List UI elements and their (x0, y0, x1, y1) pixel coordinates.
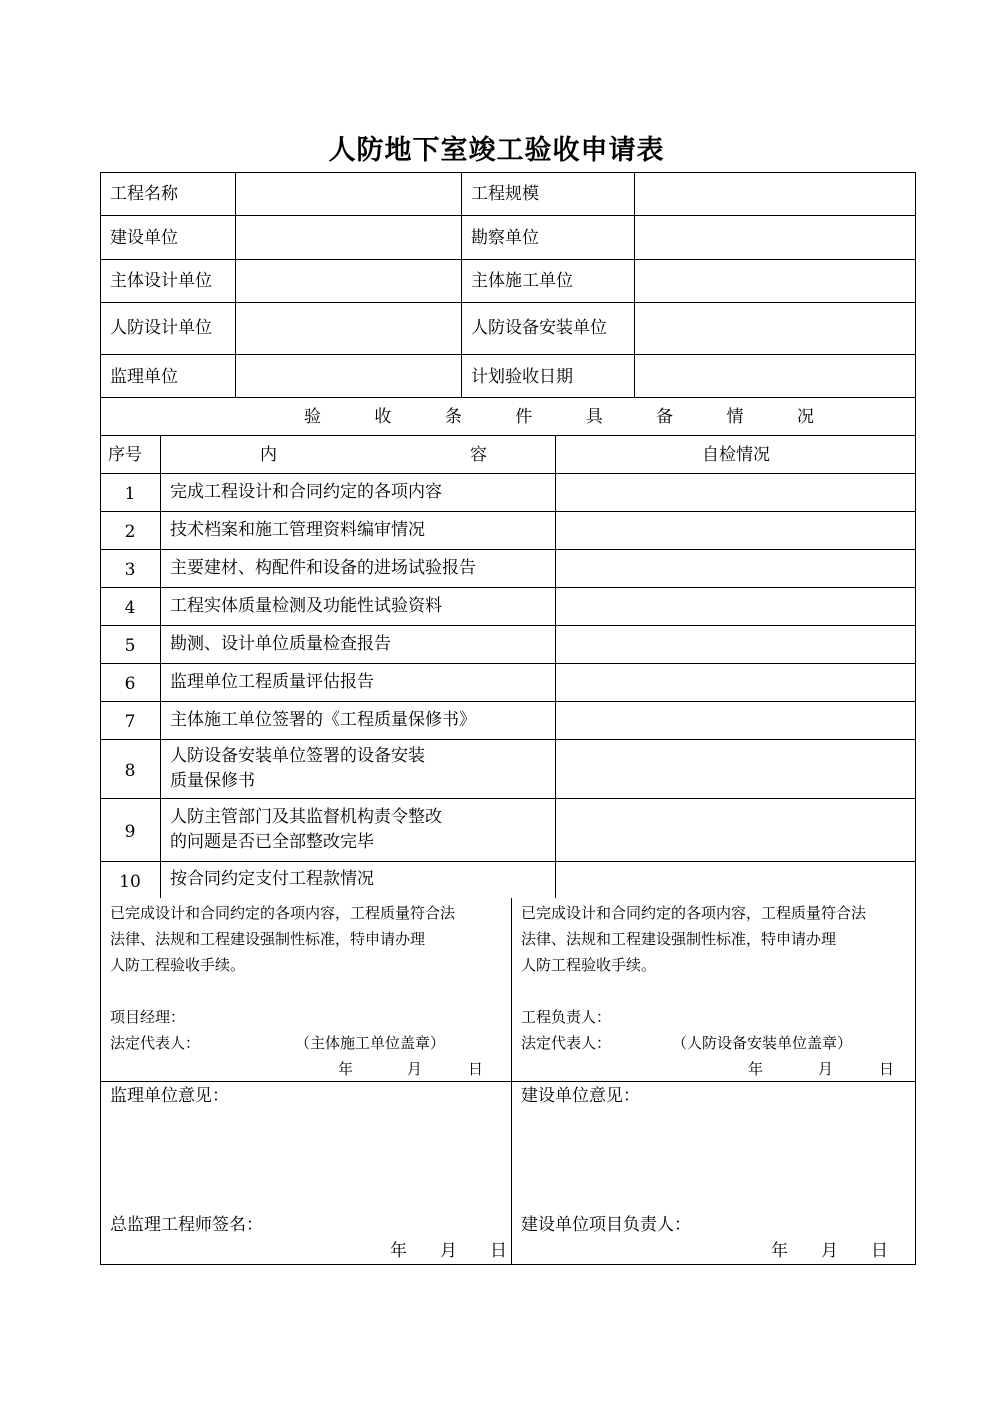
decl-left-stamp: （主体施工单位盖章） (295, 1034, 446, 1052)
label-survey-unit: 勘察单位 (471, 228, 539, 248)
item-number: 4 (124, 598, 136, 618)
application-form (100, 172, 916, 1265)
label-project-name: 工程名称 (110, 184, 178, 204)
decl-right-date-day: 日 (879, 1060, 895, 1078)
label-civil-defense-design-unit: 人防设计单位 (110, 318, 212, 338)
col-line (160, 435, 161, 898)
label-supervision-unit: 监理单位 (110, 367, 178, 387)
item-content: 勘测、设计单位质量检查报告 (170, 634, 391, 654)
decl-left-sign-legal: 法定代表人： (110, 1034, 201, 1052)
row-line (100, 215, 916, 216)
decl-right-line-1: 已完成设计和合同约定的各项内容，工程质量符合法 (521, 904, 867, 922)
item-number: 2 (124, 522, 136, 542)
row-line (100, 625, 916, 626)
item-number: 9 (124, 822, 136, 842)
item-content: 人防设备安装单位签署的设备安装 (170, 746, 425, 766)
row-line (100, 354, 916, 355)
item-content: 人防主管部门及其监督机构责令整改 (170, 807, 442, 827)
label-planned-acceptance-date: 计划验收日期 (471, 367, 573, 387)
row-line (100, 798, 916, 799)
item-number: 3 (124, 560, 136, 580)
opinion-supervision-sign: 总监理工程师签名： (110, 1215, 263, 1235)
row-line (100, 473, 916, 474)
row-line (100, 549, 916, 550)
decl-right-date-month: 月 (818, 1060, 834, 1078)
item-content: 质量保修书 (170, 771, 255, 791)
opinion-construction-date-day: 日 (871, 1241, 888, 1261)
border-top (100, 172, 916, 173)
col-line (634, 172, 635, 397)
opinion-construction-date-year: 年 (771, 1241, 788, 1261)
row-line (100, 259, 916, 260)
border-bottom (100, 1264, 916, 1265)
opinion-construction-label: 建设单位意见： (521, 1086, 640, 1106)
decl-left-date-day: 日 (468, 1060, 484, 1078)
decl-left-line-2: 法律、法规和工程建设强制性标准，特申请办理 (110, 930, 426, 948)
item-content: 技术档案和施工管理资料编审情况 (170, 520, 425, 540)
col-header-content-1: 内 (260, 445, 277, 465)
decl-left-date-year: 年 (338, 1060, 354, 1078)
row-line (100, 511, 916, 512)
opinion-supervision-date-year: 年 (390, 1241, 407, 1261)
border-right (915, 172, 916, 1265)
decl-left-date-month: 月 (407, 1060, 423, 1078)
item-content: 主体施工单位签署的《工程质量保修书》 (170, 710, 476, 730)
item-number: 7 (124, 712, 136, 732)
label-construction-unit: 建设单位 (110, 228, 178, 248)
decl-left-line-3: 人防工程验收手续。 (110, 956, 246, 974)
decl-right-line-2: 法律、法规和工程建设强制性标准，特申请办理 (521, 930, 837, 948)
col-header-self-check: 自检情况 (702, 445, 770, 465)
label-equipment-installation-unit: 人防设备安装单位 (471, 318, 607, 338)
row-line (100, 861, 916, 862)
item-content: 监理单位工程质量评估报告 (170, 672, 374, 692)
opinion-supervision-label: 监理单位意见： (110, 1086, 229, 1106)
page-title: 人防地下室竣工验收申请表 (328, 135, 665, 166)
item-number: 10 (119, 872, 141, 892)
label-project-scale: 工程规模 (471, 184, 539, 204)
col-line (235, 172, 236, 397)
item-number: 1 (124, 484, 136, 504)
decl-right-sign-responsible: 工程负责人： (521, 1008, 612, 1026)
decl-right-sign-legal: 法定代表人： (521, 1034, 612, 1052)
col-line (461, 172, 462, 397)
decl-right-date-year: 年 (748, 1060, 764, 1078)
opinion-supervision-date-day: 日 (490, 1241, 507, 1261)
decl-left-line-1: 已完成设计和合同约定的各项内容，工程质量符合法 (110, 904, 456, 922)
row-line (100, 302, 916, 303)
label-main-design-unit: 主体设计单位 (110, 271, 212, 291)
row-line (100, 435, 916, 436)
decl-right-stamp: （人防设备安装单位盖章） (672, 1034, 853, 1052)
item-number: 8 (124, 761, 136, 781)
row-line (100, 397, 916, 398)
item-content: 按合同约定支付工程款情况 (170, 869, 374, 889)
opinion-construction-date-month: 月 (821, 1241, 838, 1261)
col-header-content-2: 容 (470, 445, 487, 465)
decl-left-sign-manager: 项目经理： (110, 1008, 186, 1026)
item-number: 6 (124, 674, 136, 694)
item-number: 5 (124, 636, 136, 656)
opinion-supervision-date-month: 月 (440, 1241, 457, 1261)
col-header-no: 序号 (108, 445, 142, 465)
item-content: 工程实体质量检测及功能性试验资料 (170, 596, 442, 616)
label-main-construction-unit: 主体施工单位 (471, 271, 573, 291)
item-content: 的问题是否已全部整改完毕 (170, 832, 374, 852)
col-line (555, 435, 556, 898)
row-line (100, 663, 916, 664)
section-header: 验 收 条 件 具 备 情 况 (304, 407, 814, 427)
item-content: 完成工程设计和合同约定的各项内容 (170, 482, 442, 502)
row-line (100, 701, 916, 702)
opinion-construction-sign: 建设单位项目负责人： (521, 1215, 691, 1235)
decl-right-line-3: 人防工程验收手续。 (521, 956, 657, 974)
row-line (100, 739, 916, 740)
row-line (100, 587, 916, 588)
row-line (100, 1081, 916, 1082)
item-content: 主要建材、构配件和设备的进场试验报告 (170, 558, 476, 578)
